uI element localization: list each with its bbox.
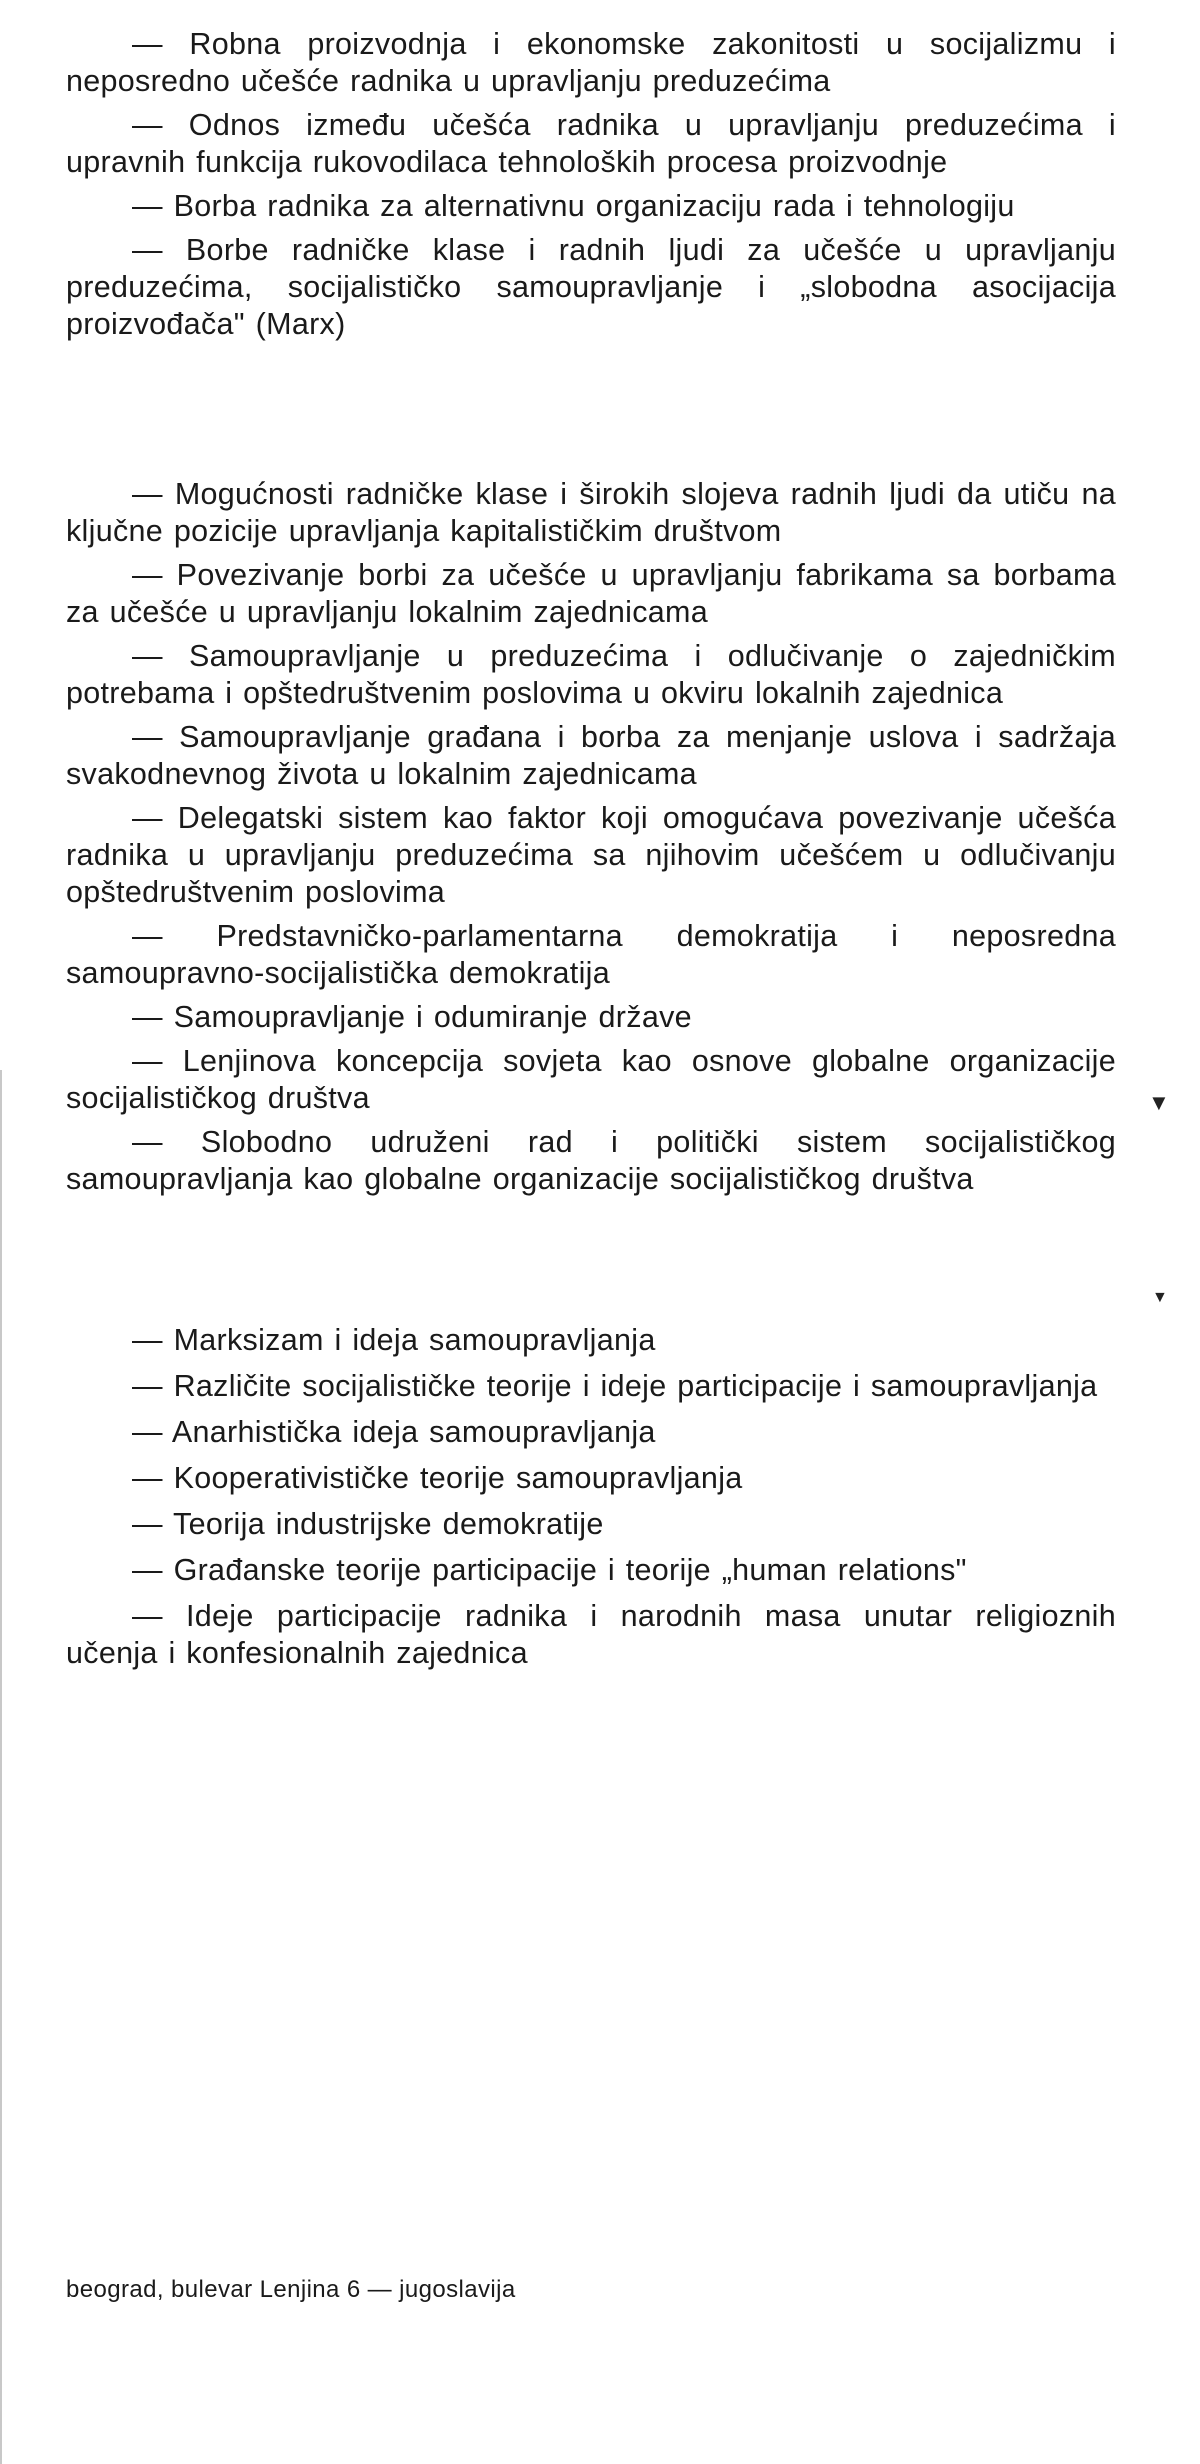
list-item: — Kooperativističke teorije samoupravljanja xyxy=(132,1461,743,1495)
list-item: — Slobodno udruženi rad i politički sistem socijalističkog samoupravljanja kao globalne organizacije socijalističkog društva xyxy=(66,1125,1116,1196)
list-item: — Borbe radničke klase i radnih ljudi za učešće u upravljanju preduzećima, socijalističko samoupravljanje i „slobodna asocijacija proizvođača" (Marx) xyxy=(66,233,1116,341)
list-item: — Lenjinova koncepcija sovjeta kao osnove globalne organizacije socijalističkog društva xyxy=(66,1044,1116,1115)
section-theories xyxy=(66,1322,1116,1681)
list-item: — Ideje participacije radnika i narodnih masa unutar religioznih učenja i konfesionalnih zajednica xyxy=(66,1599,1116,1670)
margin-mark-icon: ▼ xyxy=(1148,1090,1170,1115)
page-edge-divider xyxy=(0,1070,2,2464)
list-item: — Samoupravljanje i odumiranje države xyxy=(132,1000,692,1034)
list-item: — Samoupravljanje građana i borba za menjanje uslova i sadržaja svakodnevnog života u lokalnim zajednicama xyxy=(66,720,1116,791)
list-item: — Građanske teorije participacije i teorije „human relations" xyxy=(132,1553,967,1587)
list-item: — Odnos između učešća radnika u upravljanju preduzećima i upravnih funkcija rukovodilaca tehnoloških procesa proizvodnje xyxy=(66,108,1116,179)
footer-address: beograd, bulevar Lenjina 6 — jugoslavija xyxy=(66,2276,516,2303)
section-economy xyxy=(66,26,1116,350)
list-item: — Marksizam i ideja samoupravljanja xyxy=(132,1323,656,1357)
margin-mark-icon: ▼ xyxy=(1152,1289,1168,1306)
list-item: — Predstavničko-parlamentarna demokratija i neposredna samoupravno-socijalistička demokratija xyxy=(66,919,1116,990)
list-item: — Anarhistička ideja samoupravljanja xyxy=(132,1415,656,1449)
list-item: — Samoupravljanje u preduzećima i odlučivanje o zajedničkim potrebama i opštedruštvenim poslovima u okviru lokalnih zajednica xyxy=(66,639,1116,710)
section-society xyxy=(66,476,1116,1205)
list-item: — Mogućnosti radničke klase i širokih slojeva radnih ljudi da utiču na ključne pozicije upravljanja kapitalističkim društvom xyxy=(66,477,1116,548)
list-item: — Teorija industrijske demokratije xyxy=(132,1507,604,1541)
list-item: — Borba radnika za alternativnu organizaciju rada i tehnologiju xyxy=(132,189,1015,223)
list-item: — Delegatski sistem kao faktor koji omogućava povezivanje učešća radnika u upravljanju preduzećima sa njihovim učešćem u odlučivanju opštedruštvenim poslovima xyxy=(66,801,1116,909)
list-item: — Robna proizvodnja i ekonomske zakonitosti u socijalizmu i neposredno učešće radnika u upravljanju preduzećima xyxy=(66,27,1116,98)
list-item: — Povezivanje borbi za učešće u upravljanju fabrikama sa borbama za učešće u upravljanju lokalnim zajednicama xyxy=(66,558,1116,629)
list-item: — Različite socijalističke teorije i ideje participacije i samoupravljanja xyxy=(132,1369,1098,1403)
